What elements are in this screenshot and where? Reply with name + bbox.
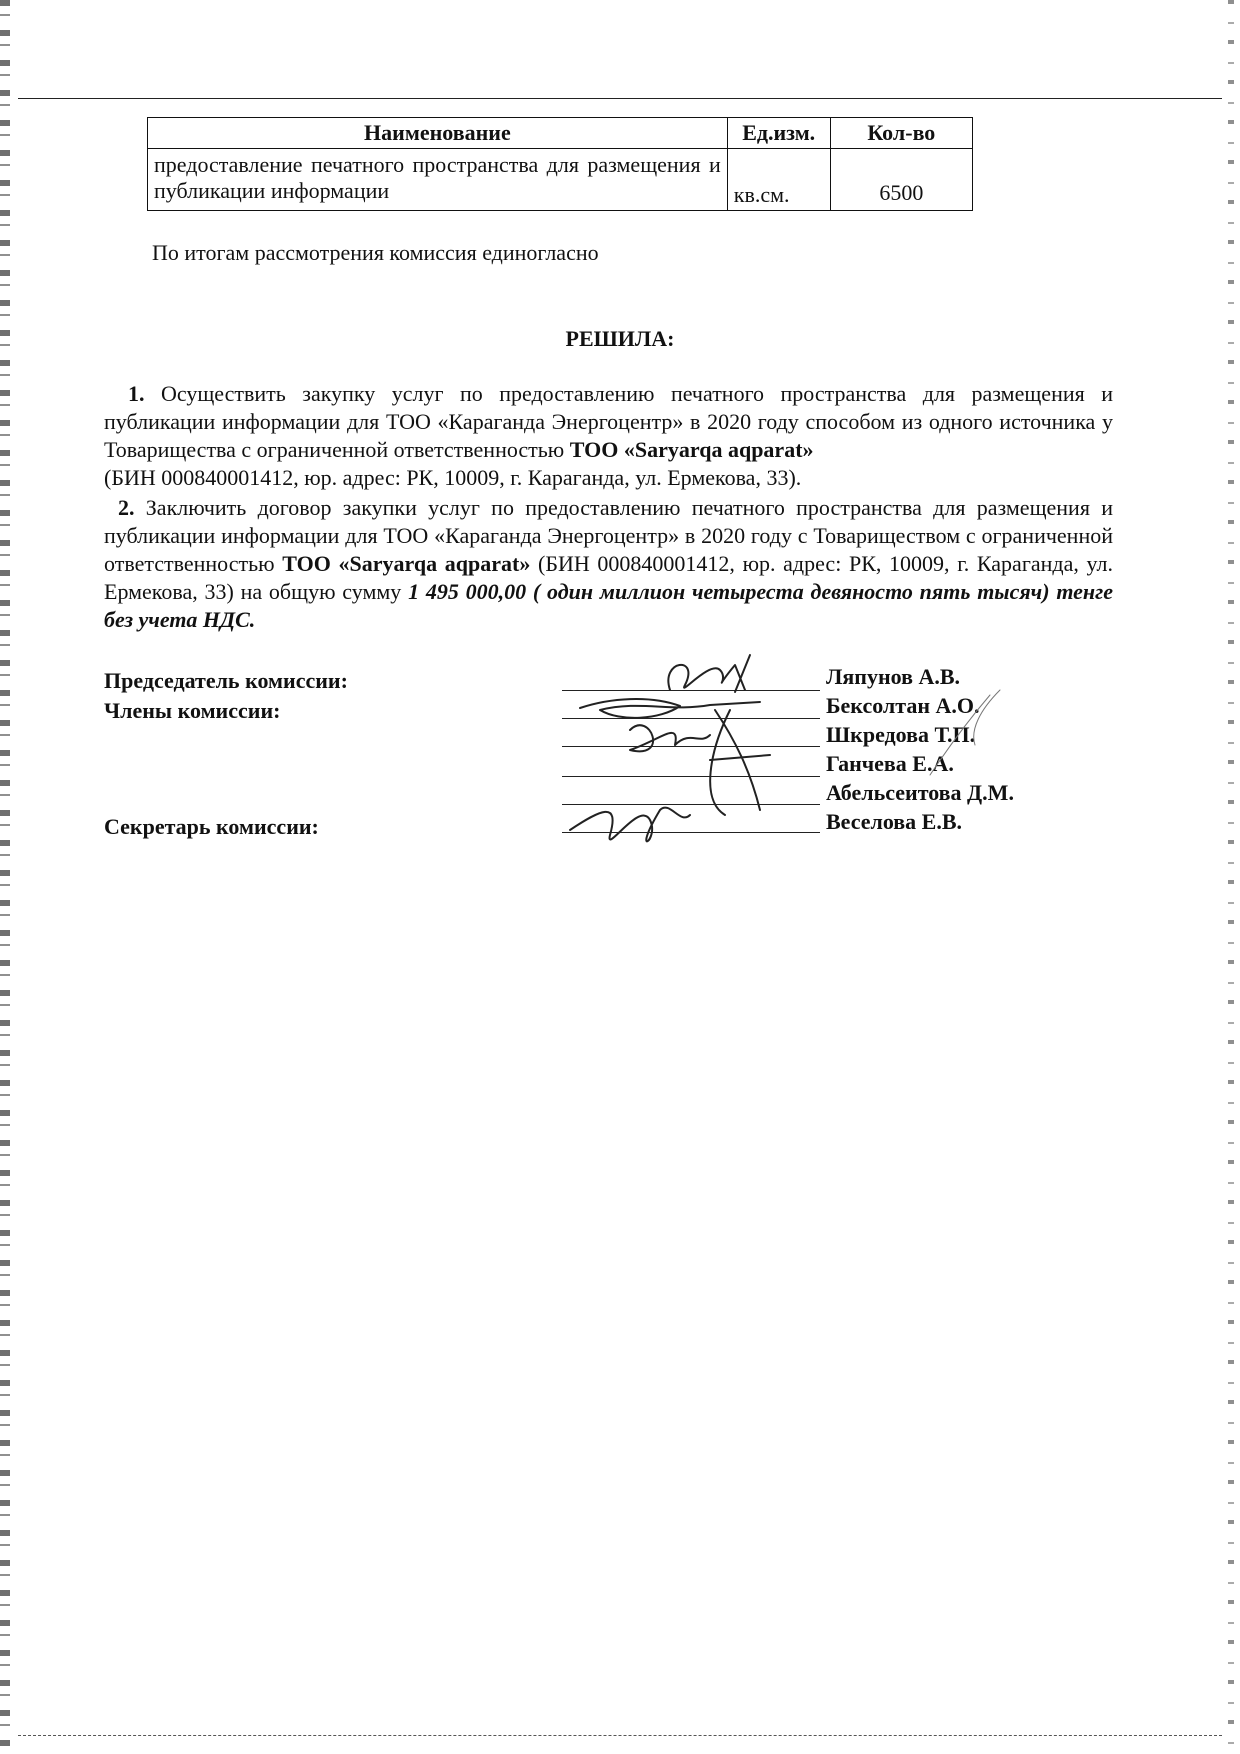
- item-text: Заключить договор закупки услуг по предоставлению печатного пространства для размещения и публикации информации для ТОО «Караганда Энергоцентр» в 2020 году с Товариществом с ограниченной ответственностью: [104, 495, 1113, 576]
- decision-item-1: [104, 380, 1113, 492]
- decision-heading: РЕШИЛА:: [565, 326, 675, 351]
- signer-name: Шкредова Т.П.: [826, 722, 976, 747]
- scan-edge-right: [1228, 0, 1234, 1754]
- company-name: ТОО «Saryarqa aqparat»: [569, 437, 814, 462]
- secretary-label: Секретарь комиссии:: [104, 814, 319, 839]
- cell-qty: 6500: [830, 149, 972, 211]
- item-tail: (БИН 000840001412, юр. адрес: РК, 10009, г. Караганда, ул. Ермекова, 33).: [104, 465, 802, 490]
- signer-name: Ляпунов А.В.: [826, 664, 961, 689]
- company-name: ТОО «Saryarqa aqparat»: [282, 551, 531, 576]
- header-unit: Ед.изм.: [727, 118, 830, 149]
- cell-unit: кв.см.: [727, 149, 830, 211]
- page-bottom-rule: [18, 1735, 1222, 1736]
- decision-item-2: [104, 494, 1113, 634]
- page-top-rule: [18, 98, 1222, 99]
- chairman-label: Председатель комиссии:: [104, 668, 348, 693]
- intro-text: По итогам рассмотрения комиссия единогласно: [152, 240, 599, 265]
- signer-name: Ганчева Е.А.: [826, 751, 954, 776]
- header-name: Наименование: [148, 118, 728, 149]
- signer-name: Абельсеитова Д.М.: [826, 780, 1014, 805]
- table-header-row: [148, 118, 973, 149]
- scan-edge-left: [0, 0, 10, 1754]
- table-row: [148, 149, 973, 211]
- signer-name: Веселова Е.В.: [826, 809, 963, 834]
- header-qty: Кол-во: [830, 118, 972, 149]
- item-text: Осуществить закупку услуг по предоставлению печатного пространства для размещения и публикации информации для ТОО «Караганда Энергоцентр» в 2020 году способом из одного источника у Товарищества с ограниченной ответственностью: [104, 381, 1113, 462]
- handwritten-signatures: [560, 650, 1100, 870]
- members-label: Члены комиссии:: [104, 698, 281, 723]
- item-number: 2.: [118, 495, 135, 520]
- item-number: 1.: [128, 381, 145, 406]
- total-amount: 1 495 000,00 ( один миллион четыреста девяносто пять тысяч) тенге без учета НДС.: [104, 579, 1114, 632]
- item-mid: (БИН 000840001412, юр. адрес: РК, 10009, г. Караганда, ул. Ермекова, 33) на общую сумму: [104, 551, 1114, 604]
- items-table: [147, 117, 973, 211]
- cell-name: предоставление печатного пространства для размещения и публикации информации: [148, 149, 728, 211]
- signer-name: Бексолтан А.О.: [826, 693, 980, 718]
